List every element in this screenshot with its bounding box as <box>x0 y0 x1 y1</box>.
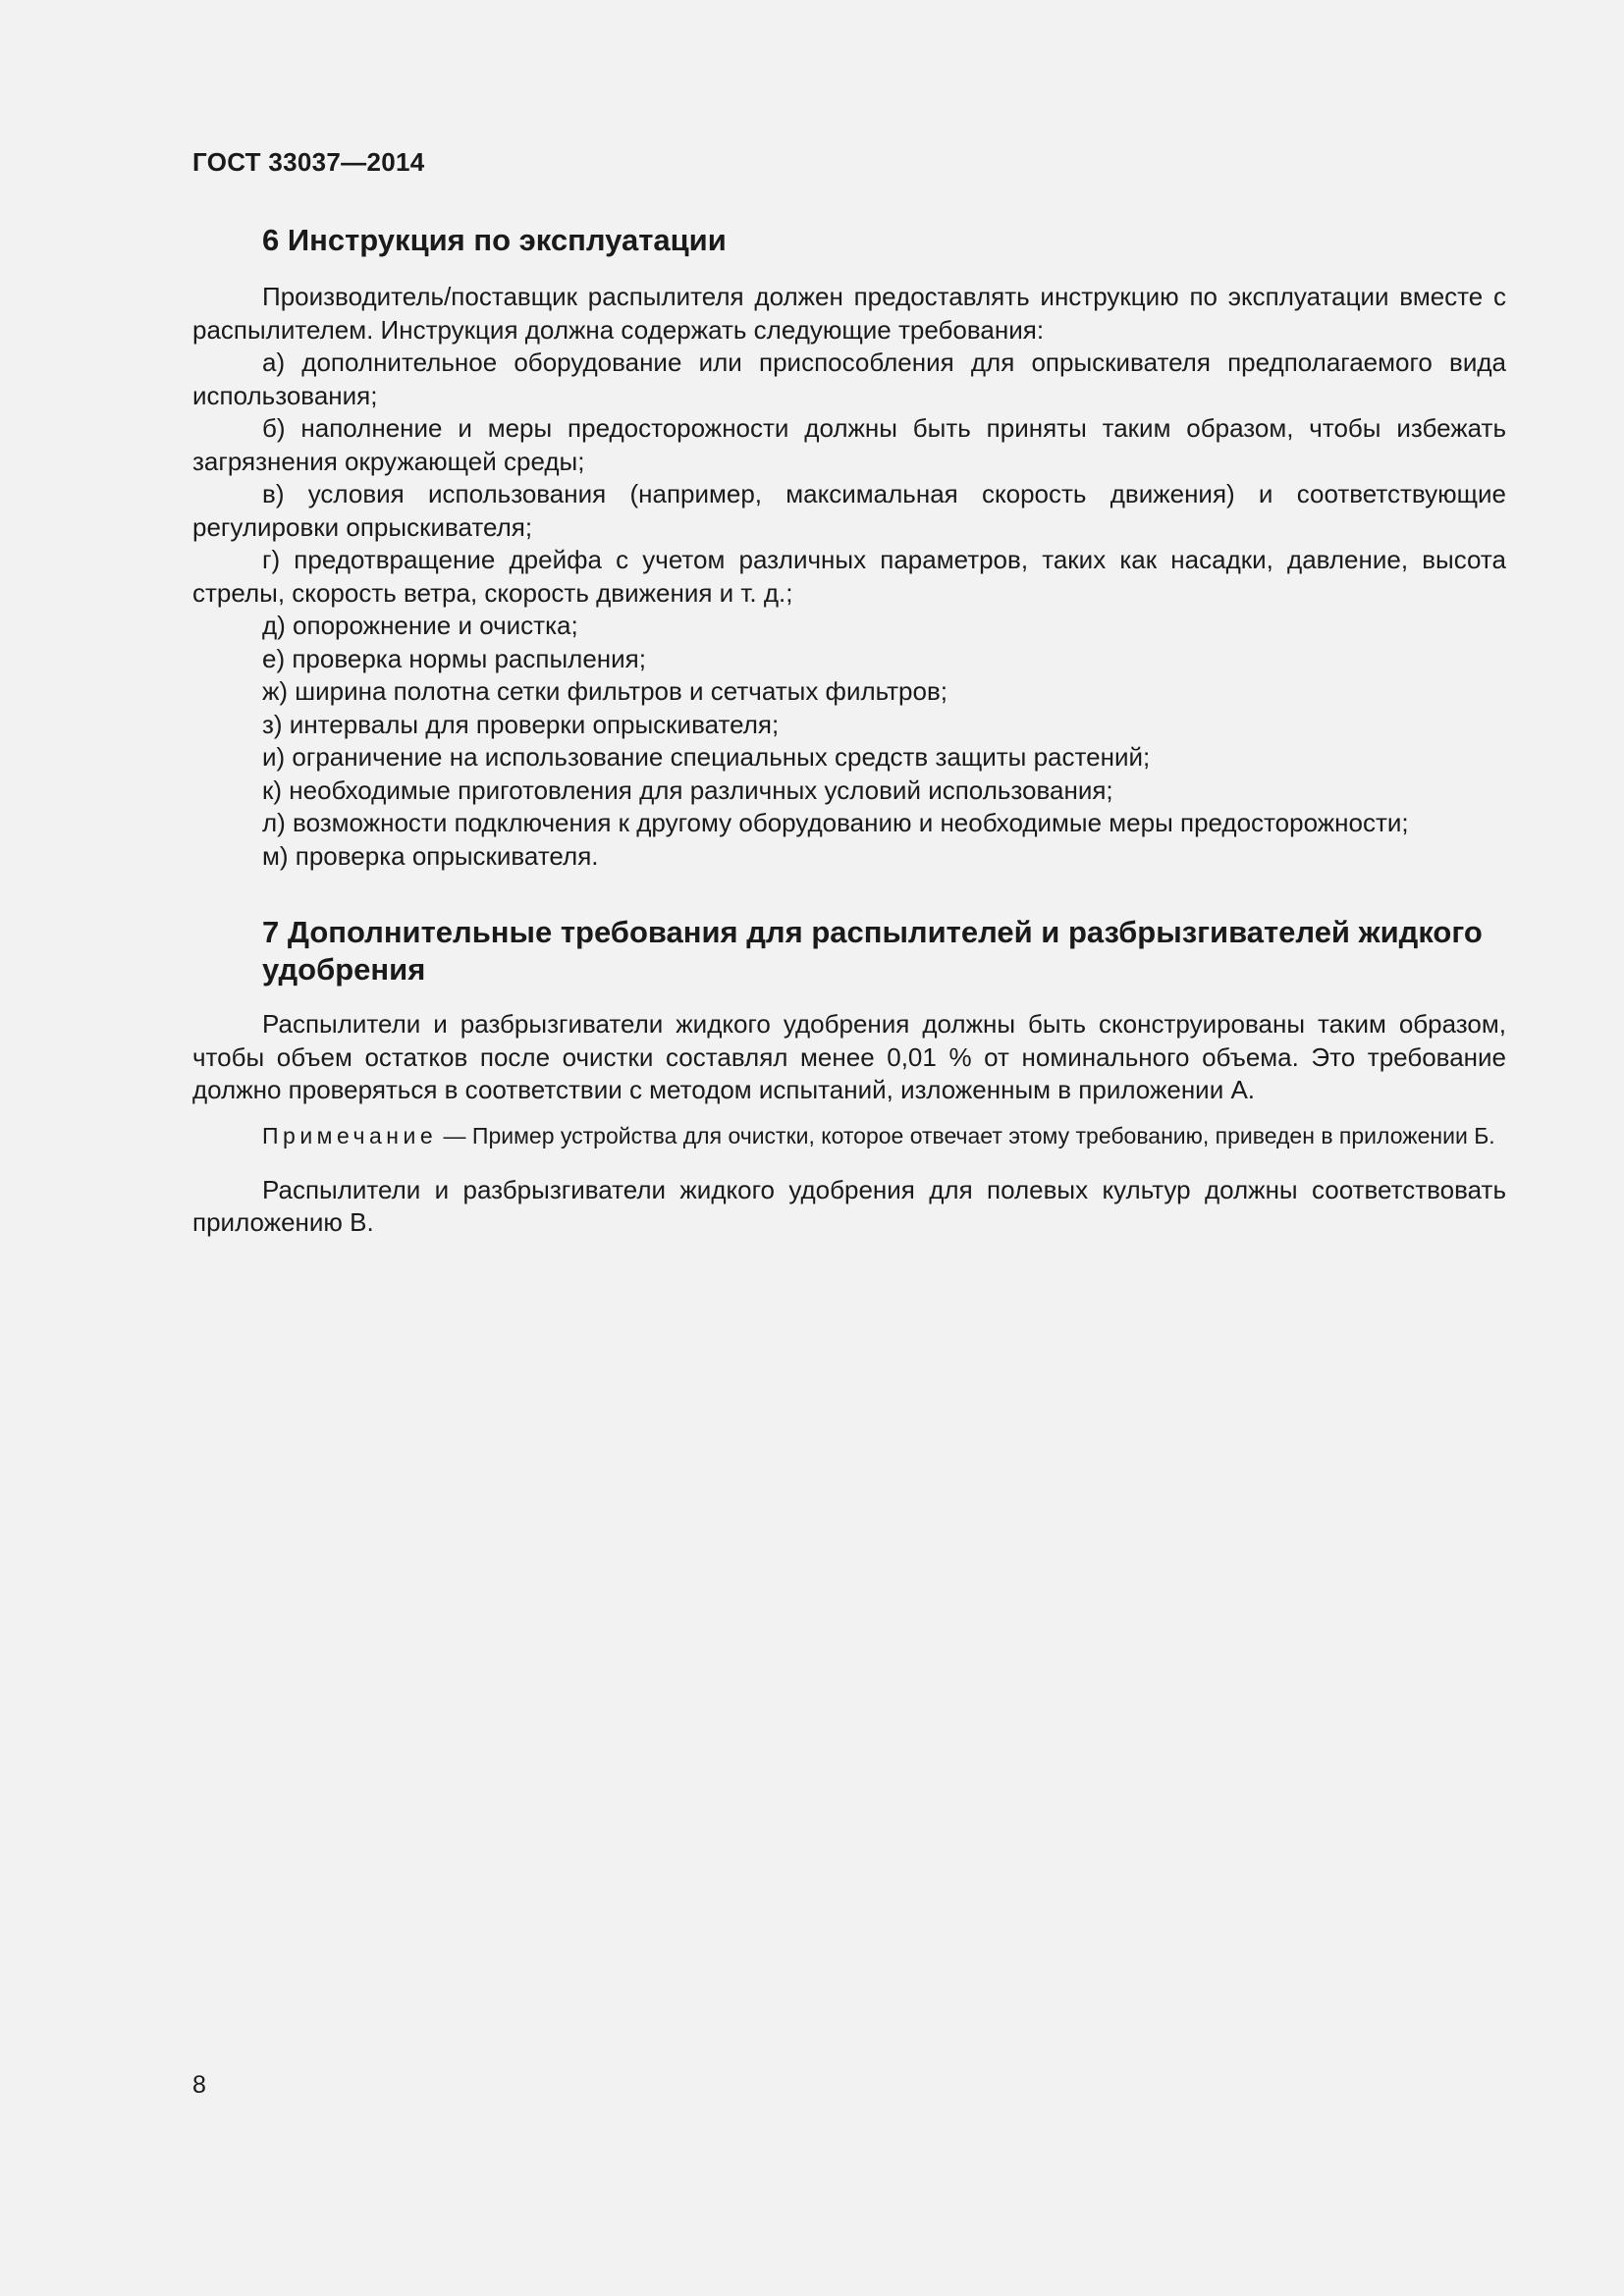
note-text: — Пример устройства для очистки, которое отвечает этому требованию, приведен в приложении Б. <box>437 1122 1495 1148</box>
list-item: и) ограничение на использование специальных средств защиты растений; <box>262 742 1151 772</box>
list-item: в) условия использования (например, максимальная скорость движения) и соответствующие регулировки опрыскивателя; <box>192 479 1506 542</box>
list-item: к) необходимые приготовления для различных условий использования; <box>262 774 1113 805</box>
document-code-header: ГОСТ 33037—2014 <box>192 147 425 177</box>
list-item: з) интервалы для проверки опрыскивателя; <box>262 709 780 739</box>
section-6-title: 6 Инструкция по эксплуатации <box>262 223 727 257</box>
section-7-paragraph-2: Распылители и разбрызгиватели жидкого удобрения для полевых культур должны соответствовать приложению В. <box>192 1174 1506 1237</box>
section-6-requirements-list <box>192 347 1506 873</box>
list-item: б) наполнение и меры предосторожности должны быть приняты таким образом, чтобы избежать загрязнения окружающей среды; <box>192 413 1506 476</box>
page-number: 8 <box>192 2071 206 2099</box>
note-label: Примечание <box>262 1122 438 1148</box>
page-content <box>192 222 1506 1240</box>
section-7-paragraph-1: Распылители и разбрызгиватели жидкого удобрения должны быть сконструированы таким образом, чтобы объем остатков после очистки составлял менее 0,01 % от номинального объема. Это требование должно проверяться в соответствии с методом испытаний, изложенным в приложении А. <box>192 1009 1506 1104</box>
list-item: г) предотвращение дрейфа с учетом различных параметров, таких как насадки, давление, высота стрелы, скорость ветра, скорость движения и т. д.; <box>192 545 1506 608</box>
list-item: л) возможности подключения к другому оборудованию и необходимые меры предосторожности; <box>262 808 1409 837</box>
list-item: м) проверка опрыскивателя. <box>262 840 599 871</box>
section-6-intro: Производитель/поставщик распылителя должен предоставлять инструкцию по эксплуатации вместе с распылителем. Инструкция должна содержать следующие требования: <box>192 282 1506 345</box>
list-item: а) дополнительное оборудование или приспособления для опрыскивателя предполагаемого вида использования; <box>192 347 1506 410</box>
section-7-title: 7 Дополнительные требования для распылителей и разбрызгивателей жидкого удобрения <box>262 915 1483 987</box>
list-item: е) проверка нормы распыления; <box>262 643 646 673</box>
list-item: ж) ширина полотна сетки фильтров и сетчатых фильтров; <box>262 676 948 706</box>
section-7-note <box>192 1121 1506 1151</box>
list-item: д) опорожнение и очистка; <box>262 611 578 640</box>
